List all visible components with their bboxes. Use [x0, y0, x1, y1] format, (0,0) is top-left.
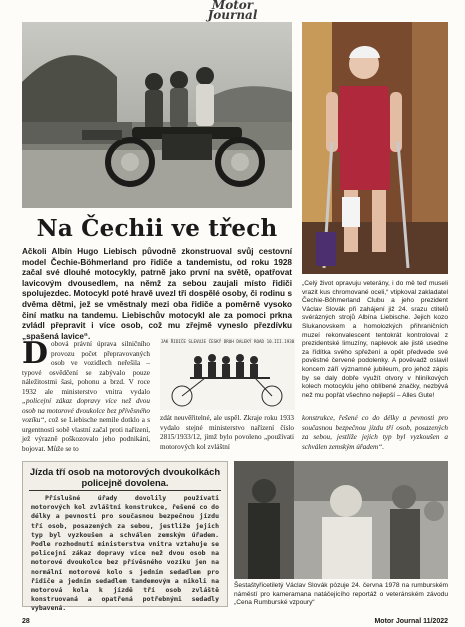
- cartoon-drawing: [160, 338, 295, 410]
- cartoon-caption: JAK ŘIDIČE SLEVUJE ČESKÝ DRUH DALEKÝ ROAD 10.III.1930: [160, 339, 295, 344]
- photo-rumburk-square: [234, 461, 448, 579]
- rumburk-square-image: [234, 461, 448, 579]
- body-column-3: [302, 414, 448, 458]
- masthead-line-1: Motor: [211, 0, 254, 12]
- clipping-headline: Jízda tří osob na motorových dvoukolkách policejně dovolena.: [29, 467, 221, 491]
- newspaper-clipping: [22, 461, 228, 613]
- masthead-logo: [0, 0, 465, 20]
- col1-text-a: obová právní úprava silničního provozu počet přepravovaných osob ve vozidlech neřešila – typové osvědčení se zabývalo pouze náležitostmi šasi, pohonu a brzd. V roce 1932 ale ministerstvo vnitra vydalo: [22, 340, 150, 396]
- cartoon-illustration: [160, 338, 295, 410]
- col1-text-c: , což se Liebische nemile dotklo a s urgentností sobě vlastní začal proti nařízení, jež výrazně poškozovalo jeho podnikání, bojovat. Může se to: [22, 416, 150, 453]
- body-column-1: [22, 336, 150, 458]
- article-lead: Ačkoli Albín Hugo Liebisch původně zkonstruoval svůj cestovní model Čechie-Böhmerland pro řidiče a tandemistu, od roku 1928 začal své dlouhé motocykly, patrně jako první na světě, opatřovat lavicovým dvousedlem, na němž za sebou zaujali místo řidiči spolujezdec. Motocykl poté hravě uvezl tři dospělé osoby, či rodinu s dvěma dětmi, jež se vměstnaly mezi oba řidiče a poměrně vysoko činí matku na tandemu. Liebischův motocykl ale za pomoci prkna zvládl přepravit i více osob, což mu zřejmě vyneslo přezdívku „spašená lavice“.: [22, 247, 292, 341]
- slovak-portrait-image: [302, 22, 448, 274]
- photo-caption-top: [302, 280, 448, 400]
- col2-text: zdát neuvěřitelné, ale uspěl. Zkraje roku 1933 vydalo stejné ministerstvo nařízení číslo 2815/1933/12, jímž bylo povoleno „používati motorových kol zvláštní: [160, 414, 294, 451]
- photo-caption-bottom: [234, 582, 448, 612]
- dropcap: D: [22, 336, 49, 371]
- photo-caption-bottom-text: Šestaštyřicetiletý Václav Slovák pózuje 24. června 1978 na rumburském náměstí pro kameramana natáčejícího reportáž o veteránském závodu „Cena Rumburské vzpoury“: [234, 582, 448, 607]
- photo-motorcycle-trio: [22, 22, 292, 208]
- motorcycle-trio-image: [22, 22, 292, 208]
- clipping-body: Příslušné úřady dovolily používati motorových kol zvláštní konstrukce, řešené co do délky a pevnosti pro současnou bezpečnou jízdu tří osob, posazených za sebou, jestliže jejich typ byl vyzkoušen a schválen zemským úřadem. Podle rozhodnutí ministerstva vnitra vztahuje se policejní zákaz dopravy více než dvou osob na motorové dvoukolce bez přívěsného vozíku jen na normální motorové kolo s jedním sedadlem pro řidiče a jedním sedadlem tandemovým a nikoli na motorová kola k jízdě tří osob zvláště konstruovaná a opatřená potřebnými sedadly vybavená.: [31, 494, 219, 613]
- page-number: 28: [22, 618, 30, 625]
- body-column-2: [160, 414, 294, 458]
- photo-vaclav-slovak-crutches: [302, 22, 448, 274]
- issue-label: Motor Journal 11/2022: [374, 618, 448, 625]
- article-title: Na Čechii ve třech: [36, 215, 278, 242]
- col3-text: konstrukce, řešené co do délky a pevnosti pro současnou bezpečnou jízdu tří osob, posazených za sebou, jestliže jejich typ byl vyzkoušen a schválen zemským úřadem“.: [302, 414, 448, 451]
- masthead-line-2: Journal: [207, 8, 258, 22]
- col1-text-b: „policejní zákaz dopravy více než dvou osob na motorové dvoukolce bez přívěsného vozíku“: [22, 397, 150, 424]
- photo-caption-top-text: „Celý život opravuju veterány, i do mě teď museli vrazit kus chromované oceli,“ vtipkoval zakladatel Čechie-Böhmerland Clubu a jeho prezident Václav Slovák při zahájení již 24. srazu ctitelů svérázných strojů Albína Liebische. Jejich kozo Slukanovskem a homolozkých přihraničních muzeí rekonvalescent tentokrát kontroloval z prezidentské limuzíny, naplevok ale jistě usedne za řídítka svého spřežení a opět předvede své pověstné červené podolenky. A pověvadž oslavil koncem září významné jubileum, pro jehož zápis by se daly dobře využít otvory v hliníkových kolech motocyklu jeho oblíbené značky, nezbývá než mu popřát všechno nejlepší – Alles Gute!: [302, 280, 448, 399]
